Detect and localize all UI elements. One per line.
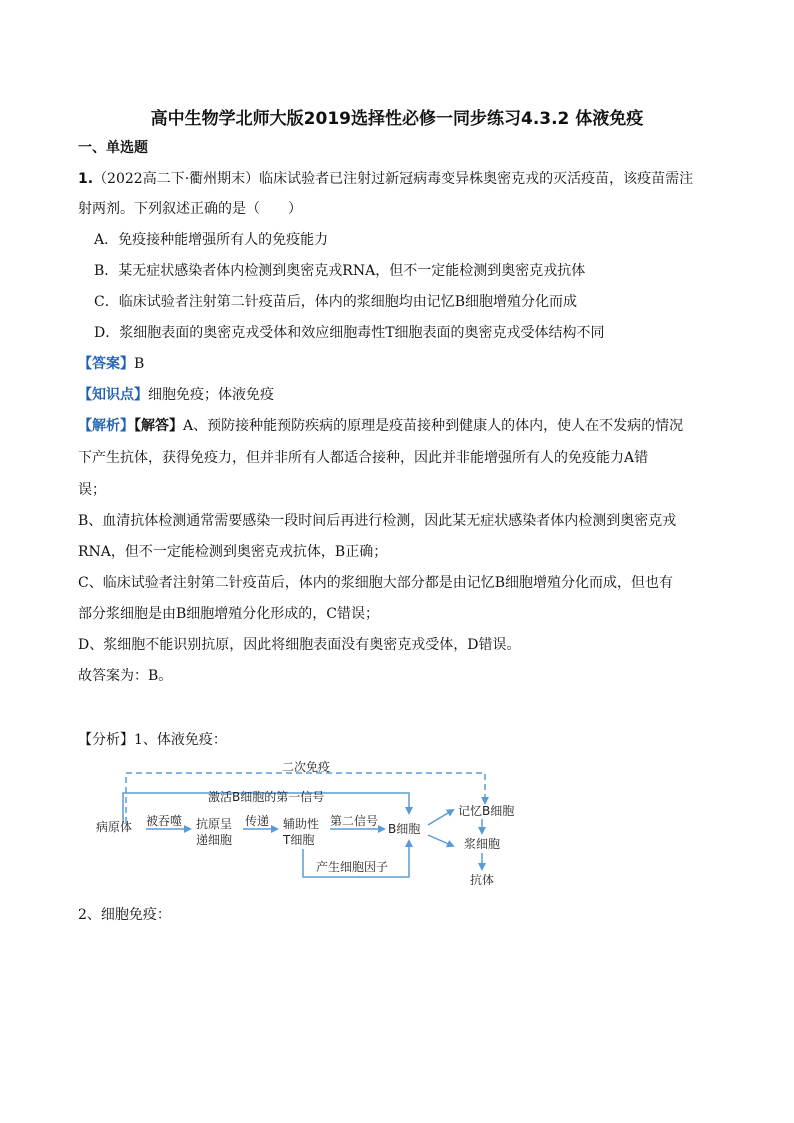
page-title: 高中生物学北师大版2019选择性必修一同步练习4.3.2 体液免疫	[150, 109, 644, 129]
transfer-label: 传递	[245, 814, 270, 828]
answer-label: 【答案】	[78, 356, 134, 372]
memory-bcell-label: 记忆B细胞	[458, 804, 515, 818]
question-number: 1.	[78, 171, 94, 187]
analysis-text-3: B、血清抗体检测通常需要感染一段时间后再进行检测，因此某无症状感染者体内检测到奥密克戎	[78, 513, 677, 529]
analysis-text-0: A、预防接种能预防疾病的原理是疫苗接种到健康人的体内，使人在不发病的情况	[183, 418, 684, 434]
question-stem-line-2: 射两剂。下列叙述正确的是（ ）	[78, 201, 302, 217]
knowledge-line	[78, 384, 274, 404]
analysis-line-1	[78, 415, 683, 435]
fenxi-item-1: 1、体液免疫：	[134, 732, 227, 748]
analysis-text-8: 故答案为：B。	[78, 668, 173, 684]
question-stem-line-1	[78, 168, 693, 188]
apc-label-2: 递细胞	[196, 833, 233, 847]
th-label-2: T细胞	[283, 833, 315, 847]
option-b: B．某无症状感染者体内检测到奥密克戎RNA，但不一定能检测到奥密克戎抗体	[94, 263, 586, 279]
analysis-text-6: 部分浆细胞是由B细胞增殖分化形成的，C错误；	[78, 606, 379, 622]
second-signal-label: 第二信号	[330, 814, 379, 828]
fenxi-item-2: 2、细胞免疫：	[78, 907, 171, 923]
knowledge-value: 细胞免疫；体液免疫	[148, 387, 274, 403]
cytokine-label: 产生细胞因子	[316, 860, 389, 874]
answer-value: B	[134, 356, 145, 372]
knowledge-label: 【知识点】	[78, 387, 148, 403]
question-stem-text-1: 临床试验者已注射过新冠病毒变异株奥密克戎的灭活疫苗，该疫苗需注	[259, 171, 694, 187]
secondary-immunity-label: 二次免疫	[282, 760, 331, 774]
bcell-label: B细胞	[388, 822, 421, 836]
antibody-label: 抗体	[470, 873, 495, 887]
pathogen-label: 病原体	[96, 820, 133, 834]
analysis-sublabel: 【解答】	[134, 418, 183, 434]
analysis-text-4: RNA，但不一定能检测到奥密克戎抗体，B正确；	[78, 544, 388, 560]
answer-line	[78, 353, 144, 373]
question-source: （2022高二下·衢州期末）	[93, 171, 260, 187]
analysis-text-7: D、浆细胞不能识别抗原，因此将细胞表面没有奥密克戎受体，D错误。	[78, 637, 521, 653]
b-to-memory-arrow	[428, 810, 453, 825]
engulfed-label: 被吞噬	[146, 814, 183, 828]
th-label-1: 辅助性	[283, 817, 320, 831]
fenxi-label: 【分析】	[78, 732, 134, 748]
analysis-text-5: C、临床试验者注射第二针疫苗后，体内的浆细胞大部分都是由记忆B细胞增殖分化而成，但也有	[78, 575, 673, 591]
analysis-text-1: 下产生抗体，获得免疫力，但并非所有人都适合接种，因此并非能增强所有人的免疫能力A错	[78, 450, 649, 466]
section-heading: 一、单选题	[78, 140, 148, 156]
b-to-plasma-arrow	[428, 835, 453, 846]
first-signal-label: 激活B细胞的第一信号	[208, 790, 325, 804]
option-a: A．免疫接种能增强所有人的免疫能力	[94, 232, 329, 248]
option-d: D．浆细胞表面的奥密克戎受体和效应细胞毒性T细胞表面的奥密克戎受体结构不同	[94, 325, 605, 341]
analysis-label: 【解析】	[78, 418, 134, 434]
plasma-cell-label: 浆细胞	[464, 837, 501, 851]
fenxi-line	[78, 729, 227, 749]
option-c: C．临床试验者注射第二针疫苗后，体内的浆细胞均由记忆B细胞增殖分化而成	[94, 294, 577, 310]
analysis-text-2: 误；	[78, 482, 106, 498]
apc-label-1: 抗原呈	[196, 817, 233, 831]
humoral-immunity-diagram	[90, 755, 560, 895]
